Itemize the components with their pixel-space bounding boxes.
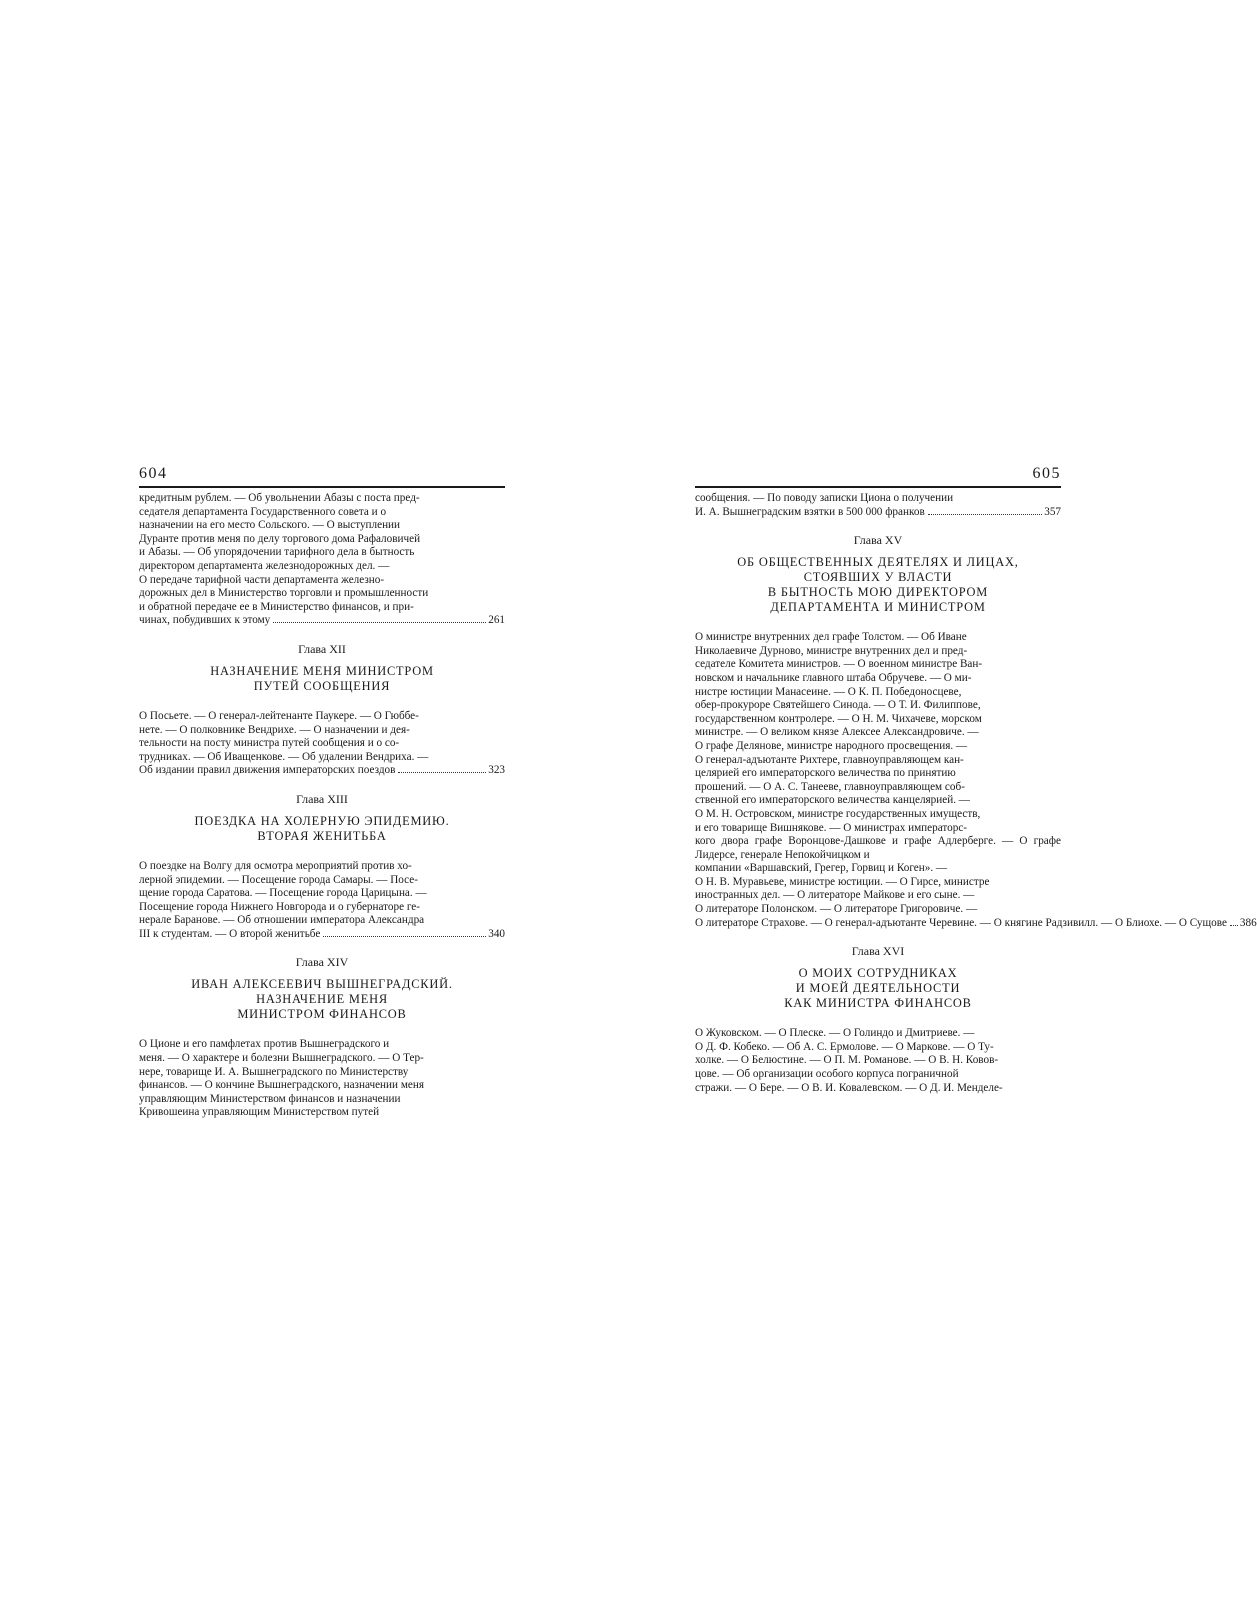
chapter-label: Глава XVI <box>851 944 905 959</box>
text-line: кого двора графе Воронцове-Дашкове и графе Адлерберге. — О графе Лидерсе, генерале Непокойчицком и <box>695 835 1061 861</box>
chapter-title-line: СТОЯВШИХ У ВЛАСТИ <box>803 570 953 585</box>
toc-leader-row <box>695 916 1257 931</box>
text-line: седателе Комитета министров. — О военном министре Ван- <box>695 658 983 671</box>
text-line: назначении на его место Сольского. — О выступлении <box>139 519 401 532</box>
chapter-title-line: МИНИСТРОМ ФИНАНСОВ <box>237 1007 407 1022</box>
text-line: иностранных дел. — О литераторе Майкове и его сыне. — <box>695 889 975 902</box>
text-line: О Д. Ф. Кобеко. — Об А. С. Ермолове. — О Маркове. — О Ту- <box>695 1040 994 1053</box>
page-body <box>695 488 1257 1095</box>
text-line: и его товарище Вишнякове. — О министрах императорс- <box>695 821 968 834</box>
text-line: управляющим Министерством финансов и назначении <box>139 1092 401 1105</box>
text-line: Николаевиче Дурново, министре внутренних дел и пред- <box>695 644 968 657</box>
text-line: нистре юстиции Манасеине. — О К. П. Победоносцеве, <box>695 685 962 698</box>
left-page <box>139 464 505 1120</box>
text-line: И. А. Вышнеградским взятки в 500 000 франков <box>695 505 925 518</box>
text-line: III к студентам. — О второй женитьбе <box>139 927 321 940</box>
text-line: О литераторе Страхове. — О генерал-адъютанте Черевине. — О княгине Радзивилл. — О Блиохе. — О Сущове <box>695 916 1227 929</box>
running-head <box>695 464 1061 488</box>
text-line: обер-прокуроре Святейшего Синода. — О Т. И. Филиппове, <box>695 699 981 712</box>
chapter-title-line: КАК МИНИСТРА ФИНАНСОВ <box>784 996 972 1011</box>
text-line: О Посьете. — О генерал-лейтенанте Паукере. — О Гюббе- <box>139 709 419 722</box>
text-line: Об издании правил движения императорских поездов <box>139 764 396 777</box>
text-line: лерной эпидемии. — Посещение города Самары. — Посе- <box>139 873 418 886</box>
dot-leader <box>928 514 1042 515</box>
text-line: ственной его императорского величества канцелярией. — <box>695 794 970 807</box>
text-line: новском и начальнике главного штаба Обручеве. — О ми- <box>695 671 972 684</box>
toc-entry-continuation <box>695 492 1061 519</box>
toc-entry <box>695 1027 1061 1095</box>
text-line: кредитным рублем. — Об увольнении Абазы с поста пред- <box>139 492 420 504</box>
running-head <box>139 464 505 488</box>
toc-page-ref: 261 <box>488 614 505 627</box>
chapter-title-line: В БЫТНОСТЬ МОЮ ДИРЕКТОРОМ <box>767 585 989 600</box>
text-line: и Абазы. — Об упорядочении тарифного дела в бытность <box>139 546 415 559</box>
text-line: чинах, побудивших к этому <box>139 614 271 627</box>
text-line: О Ционе и его памфлетах против Вышнеградского и <box>139 1038 390 1051</box>
dot-leader <box>398 772 486 773</box>
text-line: О Н. В. Муравьеве, министре юстиции. — О Гирсе, министре <box>695 875 990 888</box>
toc-leader-row <box>139 764 505 778</box>
chapter-title-line: НАЗНАЧЕНИЕ МЕНЯ МИНИСТРОМ <box>210 663 434 678</box>
chapter-label: Глава XII <box>298 641 346 656</box>
text-line: О поездке на Волгу для осмотра мероприятий против хо- <box>139 859 412 872</box>
text-line: О передаче тарифной части департамента железно- <box>139 573 385 586</box>
text-line: щение города Саратова. — Посещение города Царицына. — <box>139 887 427 900</box>
toc-entry <box>139 1038 505 1120</box>
toc-page-ref: 357 <box>1044 505 1061 518</box>
text-line: финансов. — О кончине Вышнеградского, назначении меня <box>139 1079 424 1092</box>
toc-entry <box>139 710 505 778</box>
text-line: тельности на посту министра путей сообщения и о со- <box>139 737 400 750</box>
chapter-title-line: ДЕПАРТАМЕНТА И МИНИСТРОМ <box>770 600 986 615</box>
text-line: директором департамента железнодорожных дел. — <box>139 559 390 572</box>
chapter-title <box>139 664 505 694</box>
chapter-title-line: ПУТЕЙ СООБЩЕНИЯ <box>253 678 391 693</box>
chapter-title <box>695 966 1061 1011</box>
page-number: 605 <box>1032 465 1061 482</box>
text-line: цове. — Об организации особого корпуса пограничной <box>695 1068 959 1081</box>
text-line: компании «Варшавский, Грегер, Горвиц и Коген». — <box>695 862 948 875</box>
dot-leader <box>1230 925 1238 926</box>
chapter-title-line: НАЗНАЧЕНИЕ МЕНЯ <box>256 992 388 1007</box>
text-line: сообщения. — По поводу записки Циона о получении <box>695 492 954 504</box>
toc-entry-continuation <box>139 492 505 628</box>
chapter-title <box>695 555 1061 615</box>
toc-page-ref: 323 <box>488 764 505 777</box>
toc-leader-row <box>139 928 505 942</box>
chapter-label: Глава XIII <box>296 791 348 806</box>
text-line: О М. Н. Островском, министре государственных имуществ, <box>695 807 981 820</box>
text-line: меня. — О характере и болезни Вышнеградского. — О Тер- <box>139 1052 424 1065</box>
chapter-title <box>139 814 505 844</box>
toc-page-ref: 386 <box>1239 916 1257 929</box>
text-line: О министре внутренних дел графе Толстом. — Об Иване <box>695 631 967 644</box>
page-body <box>139 488 505 1120</box>
text-line: Дуранте против меня по делу торгового дома Рафаловичей <box>139 532 421 545</box>
text-line: государственном контролере. — О Н. М. Чихачеве, морском <box>695 712 982 725</box>
page-number: 604 <box>139 465 168 482</box>
toc-leader-row <box>695 506 1061 520</box>
dot-leader <box>323 936 486 937</box>
text-line: О литераторе Полонском. — О литераторе Григоровиче. — <box>695 903 978 916</box>
text-line: Кривошеина управляющим Министерством путей <box>139 1106 380 1119</box>
chapter-label: Глава XIV <box>295 955 349 970</box>
chapter-title-line: ИВАН АЛЕКСЕЕВИЧ ВЫШНЕГРАДСКИЙ. <box>191 977 453 992</box>
text-line: прошений. — О А. С. Танееве, главноуправляющем соб- <box>695 780 965 793</box>
toc-entry <box>139 860 505 942</box>
text-line: Посещение города Нижнего Новгорода и о губернаторе ге- <box>139 900 420 913</box>
toc-entry <box>695 631 1257 930</box>
chapter-title-line: ОБ ОБЩЕСТВЕННЫХ ДЕЯТЕЛЯХ И ЛИЦАХ, <box>737 555 1019 570</box>
text-line: седателя департамента Государственного совета и о <box>139 505 387 518</box>
dot-leader <box>273 622 486 623</box>
text-line: нете. — О полковнике Вендрихе. — О назначении и дея- <box>139 723 410 736</box>
text-line: О генерал-адъютанте Рихтере, главноуправляющем кан- <box>695 753 964 766</box>
text-line: холке. — О Белюстине. — О П. М. Романове. — О В. Н. Ковов- <box>695 1054 999 1067</box>
text-line: стражи. — О Бере. — О В. И. Ковалевском. — О Д. И. Менделе- <box>695 1081 1003 1094</box>
chapter-title-line: ПОЕЗДКА НА ХОЛЕРНУЮ ЭПИДЕМИЮ. <box>194 813 450 828</box>
text-line: трудниках. — Об Иващенкове. — Об удалении Вендриха. — <box>139 750 429 763</box>
chapter-title-line: ВТОРАЯ ЖЕНИТЬБА <box>257 828 387 843</box>
text-line: О графе Делянове, министре народного просвещения. — <box>695 739 968 752</box>
toc-leader-row <box>139 614 505 628</box>
toc-page-ref: 340 <box>488 927 505 940</box>
chapter-title-line: О МОИХ СОТРУДНИКАХ <box>798 966 958 981</box>
chapter-label: Глава XV <box>853 533 903 548</box>
text-line: О Жуковском. — О Плеске. — О Голиндо и Дмитриеве. — <box>695 1027 975 1040</box>
text-line: дорожных дел в Министерство торговли и промышленности <box>139 587 429 600</box>
text-line: целярией его императорского величества по принятию <box>695 767 956 780</box>
text-line: нере, товарище И. А. Вышнеградского по Министерству <box>139 1065 409 1078</box>
text-line: нерале Баранове. — Об отношении императора Александра <box>139 914 425 927</box>
chapter-title-line: И МОЕЙ ДЕЯТЕЛЬНОСТИ <box>795 981 961 996</box>
right-page <box>695 464 1257 1095</box>
text-line: министре. — О великом князе Алексее Александровиче. — <box>695 726 979 739</box>
chapter-title <box>139 977 505 1022</box>
text-line: и обратной передаче ее в Министерство финансов, и при- <box>139 600 414 613</box>
